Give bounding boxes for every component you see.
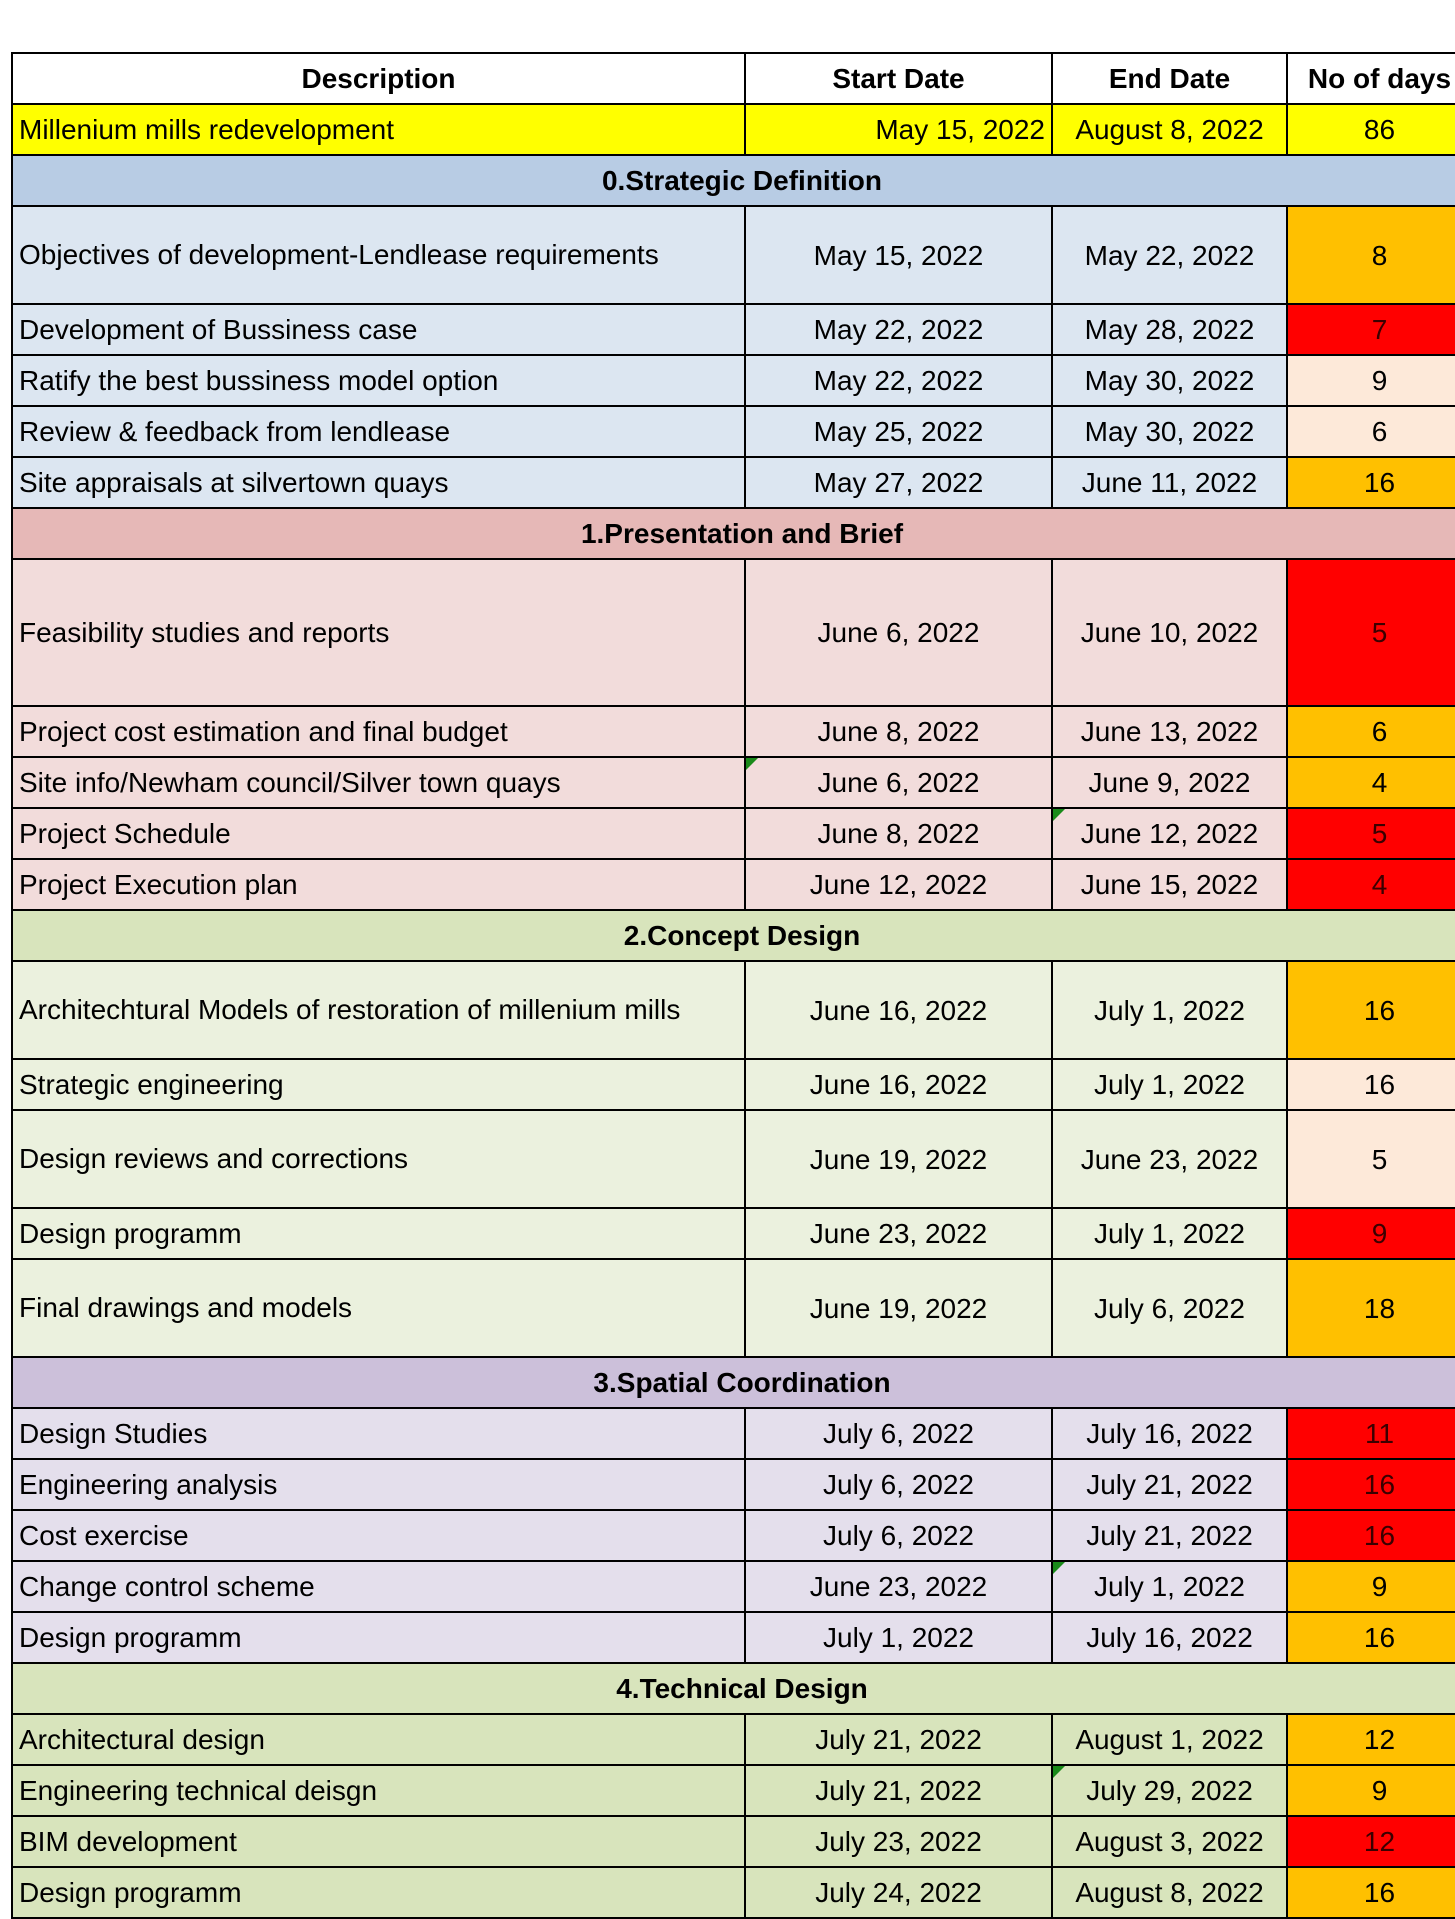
task-description[interactable]	[12, 559, 745, 706]
task-start-date[interactable]	[745, 559, 1052, 706]
task-days-text: 7	[1371, 314, 1388, 345]
project-summary-row	[12, 104, 1455, 155]
task-description[interactable]	[12, 1059, 745, 1110]
task-description[interactable]	[12, 457, 745, 508]
task-days[interactable]	[1287, 457, 1455, 508]
task-description-text: Development of Bussiness case	[19, 314, 418, 345]
task-start-date[interactable]	[745, 859, 1052, 910]
task-row	[12, 706, 1455, 757]
task-row	[12, 1459, 1455, 1510]
section-header-row	[12, 910, 1455, 961]
task-start-date[interactable]	[745, 304, 1052, 355]
task-row	[12, 757, 1455, 808]
task-days-text: 16	[1363, 467, 1396, 498]
task-days-text: 5	[1371, 818, 1388, 849]
task-end-date[interactable]	[1052, 1816, 1287, 1867]
task-end-date-text: August 8, 2022	[1075, 1877, 1264, 1908]
task-start-date-text: May 22, 2022	[813, 365, 984, 396]
task-end-date-text: June 10, 2022	[1080, 617, 1259, 648]
task-end-date-text: July 29, 2022	[1086, 1775, 1253, 1806]
task-description[interactable]	[12, 1459, 745, 1510]
task-start-date-text: May 27, 2022	[813, 467, 984, 498]
task-row	[12, 1110, 1455, 1208]
task-description[interactable]	[12, 1765, 745, 1816]
task-row	[12, 1714, 1455, 1765]
header-no-of-days[interactable]: No of days	[1287, 53, 1455, 104]
task-start-date-text: June 6, 2022	[817, 767, 980, 798]
task-end-date-text: June 12, 2022	[1080, 818, 1259, 849]
task-row	[12, 1510, 1455, 1561]
task-start-date[interactable]	[745, 1208, 1052, 1259]
task-end-date-text: May 30, 2022	[1084, 416, 1255, 447]
task-start-date[interactable]	[745, 1867, 1052, 1918]
task-end-date-text: July 1, 2022	[1094, 1069, 1245, 1100]
section-title[interactable]: 0.Strategic Definition	[12, 155, 1455, 206]
project-start-date[interactable]: May 15, 2022	[745, 104, 1052, 155]
task-description-text: BIM development	[19, 1826, 237, 1857]
task-end-date[interactable]	[1052, 559, 1287, 706]
task-description-text: Design programm	[19, 1622, 242, 1653]
section-title[interactable]: 1.Presentation and Brief	[12, 508, 1455, 559]
task-end-date-text: July 6, 2022	[1094, 1292, 1245, 1324]
task-row	[12, 1612, 1455, 1663]
task-description-text: Final drawings and models	[19, 1292, 353, 1323]
task-end-date-text: June 23, 2022	[1080, 1143, 1259, 1175]
task-end-date[interactable]	[1052, 1510, 1287, 1561]
task-days-text: 18	[1363, 1292, 1396, 1324]
task-days-text: 11	[1364, 1418, 1395, 1449]
header-row	[12, 53, 1455, 104]
task-days-text: 16	[1363, 1877, 1396, 1908]
task-start-date-text: June 19, 2022	[809, 1143, 988, 1175]
task-days[interactable]	[1287, 961, 1455, 1059]
task-row	[12, 1208, 1455, 1259]
task-end-date-text: July 16, 2022	[1086, 1418, 1253, 1449]
section-header-row	[12, 155, 1455, 206]
task-row	[12, 1816, 1455, 1867]
task-start-date[interactable]	[745, 206, 1052, 304]
project-description[interactable]: Millenium mills redevelopment	[12, 104, 745, 155]
task-start-date-text: June 19, 2022	[809, 1292, 988, 1324]
task-row	[12, 1408, 1455, 1459]
task-days[interactable]	[1287, 304, 1455, 355]
task-row	[12, 206, 1455, 304]
task-description[interactable]	[12, 808, 745, 859]
task-description-text: Architectural design	[19, 1724, 265, 1755]
task-end-date[interactable]	[1052, 457, 1287, 508]
task-description-text: Design programm	[19, 1218, 242, 1249]
task-days-text: 5	[1371, 617, 1388, 648]
task-days[interactable]	[1287, 1408, 1455, 1459]
task-start-date[interactable]	[745, 355, 1052, 406]
task-end-date-text: August 3, 2022	[1075, 1826, 1264, 1857]
task-days-text: 9	[1371, 365, 1388, 396]
task-start-date[interactable]	[745, 1408, 1052, 1459]
project-days[interactable]: 86	[1287, 104, 1455, 155]
task-description[interactable]	[12, 1816, 745, 1867]
task-end-date[interactable]	[1052, 859, 1287, 910]
task-end-date-text: May 28, 2022	[1084, 314, 1255, 345]
task-days-text: 6	[1371, 716, 1388, 747]
task-description[interactable]	[12, 406, 745, 457]
header-start-date[interactable]: Start Date	[745, 53, 1052, 104]
task-row	[12, 559, 1455, 706]
task-start-date-text: May 22, 2022	[813, 314, 984, 345]
task-days[interactable]	[1287, 1561, 1455, 1612]
task-end-date-text: July 1, 2022	[1094, 1571, 1245, 1602]
task-description-text: Feasibility studies and reports	[19, 617, 390, 648]
task-row	[12, 355, 1455, 406]
task-days[interactable]	[1287, 1059, 1455, 1110]
task-start-date-text: July 6, 2022	[823, 1469, 974, 1500]
task-row	[12, 1867, 1455, 1918]
comment-indicator-icon[interactable]	[1053, 1766, 1065, 1778]
task-description-text: Project cost estimation and final budget	[19, 716, 508, 747]
task-days[interactable]	[1287, 559, 1455, 706]
task-row	[12, 304, 1455, 355]
task-start-date-text: July 6, 2022	[823, 1418, 974, 1449]
task-end-date[interactable]	[1052, 355, 1287, 406]
section-title[interactable]: 3.Spatial Coordination	[12, 1357, 1455, 1408]
task-days[interactable]	[1287, 1459, 1455, 1510]
task-start-date-text: May 15, 2022	[813, 239, 984, 271]
task-days-text: 16	[1363, 1469, 1396, 1500]
task-end-date[interactable]	[1052, 1408, 1287, 1459]
task-row	[12, 1561, 1455, 1612]
task-end-date[interactable]	[1052, 1714, 1287, 1765]
task-days[interactable]	[1287, 206, 1455, 304]
task-description[interactable]	[12, 961, 745, 1059]
task-days[interactable]	[1287, 1110, 1455, 1208]
task-row	[12, 1765, 1455, 1816]
task-start-date-text: June 23, 2022	[809, 1571, 988, 1602]
task-end-date[interactable]	[1052, 1459, 1287, 1510]
task-start-date[interactable]	[745, 1816, 1052, 1867]
task-days[interactable]	[1287, 1714, 1455, 1765]
task-start-date[interactable]	[745, 1561, 1052, 1612]
task-row	[12, 808, 1455, 859]
task-days[interactable]	[1287, 859, 1455, 910]
task-end-date-text: June 9, 2022	[1088, 767, 1251, 798]
task-start-date-text: July 21, 2022	[815, 1775, 982, 1806]
task-start-date[interactable]	[745, 757, 1052, 808]
task-end-date-text: August 1, 2022	[1075, 1724, 1264, 1755]
task-start-date-text: June 23, 2022	[809, 1218, 988, 1249]
task-description-text: Site appraisals at silvertown quays	[19, 467, 449, 498]
task-start-date[interactable]	[745, 706, 1052, 757]
task-start-date[interactable]	[745, 406, 1052, 457]
schedule-table	[11, 52, 1455, 1919]
task-row	[12, 961, 1455, 1059]
task-end-date-text: June 13, 2022	[1080, 716, 1259, 747]
task-description[interactable]	[12, 1110, 745, 1208]
task-start-date-text: July 21, 2022	[815, 1724, 982, 1755]
comment-indicator-icon[interactable]	[746, 758, 758, 770]
task-end-date[interactable]	[1052, 961, 1287, 1059]
task-days-text: 9	[1371, 1775, 1388, 1806]
task-description[interactable]	[12, 1208, 745, 1259]
task-description-text: Design programm	[19, 1877, 242, 1908]
task-start-date-text: June 16, 2022	[809, 1069, 988, 1100]
task-start-date-text: May 25, 2022	[813, 416, 984, 447]
task-days[interactable]	[1287, 406, 1455, 457]
task-end-date[interactable]	[1052, 1110, 1287, 1208]
task-start-date-text: June 8, 2022	[817, 716, 980, 747]
task-description[interactable]	[12, 304, 745, 355]
task-row	[12, 1259, 1455, 1357]
task-description[interactable]	[12, 859, 745, 910]
task-start-date[interactable]	[745, 1714, 1052, 1765]
task-days-text: 9	[1371, 1218, 1388, 1249]
task-description-text: Project Execution plan	[19, 869, 298, 900]
task-end-date[interactable]	[1052, 1059, 1287, 1110]
task-days[interactable]	[1287, 355, 1455, 406]
task-days-text: 16	[1363, 994, 1396, 1026]
task-start-date-text: June 16, 2022	[809, 994, 988, 1026]
task-days-text: 16	[1363, 1520, 1396, 1551]
header-description[interactable]: Description	[12, 53, 745, 104]
task-description[interactable]	[12, 1612, 745, 1663]
task-days-text: 12	[1363, 1826, 1396, 1857]
task-description-text: Objectives of development-Lendlease requirements	[19, 239, 659, 270]
task-description-text: Architechtural Models of restoration of millenium mills	[19, 994, 681, 1025]
task-end-date[interactable]	[1052, 206, 1287, 304]
task-description[interactable]	[12, 1714, 745, 1765]
task-description[interactable]	[12, 1510, 745, 1561]
task-start-date[interactable]	[745, 1059, 1052, 1110]
task-description-text: Engineering analysis	[19, 1469, 278, 1500]
task-description-text: Strategic engineering	[19, 1069, 284, 1100]
task-start-date-text: July 1, 2022	[823, 1622, 974, 1653]
task-days-text: 16	[1363, 1622, 1396, 1653]
task-end-date-text: May 22, 2022	[1084, 239, 1255, 271]
task-end-date[interactable]	[1052, 406, 1287, 457]
task-days-text: 4	[1371, 869, 1388, 900]
task-description-text: Cost exercise	[19, 1520, 189, 1551]
task-end-date[interactable]	[1052, 304, 1287, 355]
task-end-date-text: July 1, 2022	[1094, 1218, 1245, 1249]
task-days[interactable]	[1287, 1208, 1455, 1259]
comment-indicator-icon[interactable]	[1053, 1562, 1065, 1574]
task-days-text: 9	[1371, 1571, 1388, 1602]
task-start-date-text: July 6, 2022	[823, 1520, 974, 1551]
task-days[interactable]	[1287, 757, 1455, 808]
task-description[interactable]	[12, 706, 745, 757]
task-end-date[interactable]	[1052, 1259, 1287, 1357]
task-start-date[interactable]	[745, 1510, 1052, 1561]
task-end-date[interactable]	[1052, 1208, 1287, 1259]
task-end-date-text: July 1, 2022	[1094, 994, 1245, 1026]
task-start-date[interactable]	[745, 808, 1052, 859]
schedule-sheet	[11, 52, 1455, 1919]
task-description[interactable]	[12, 1408, 745, 1459]
task-start-date[interactable]	[745, 961, 1052, 1059]
task-start-date-text: July 23, 2022	[815, 1826, 982, 1857]
task-end-date-text: July 21, 2022	[1086, 1469, 1253, 1500]
task-row	[12, 406, 1455, 457]
task-end-date[interactable]	[1052, 1867, 1287, 1918]
task-end-date-text: June 11, 2022	[1081, 467, 1258, 498]
task-end-date[interactable]	[1052, 808, 1287, 859]
task-row	[12, 859, 1455, 910]
task-days-text: 6	[1371, 416, 1388, 447]
task-days[interactable]	[1287, 1612, 1455, 1663]
task-days[interactable]	[1287, 1765, 1455, 1816]
task-start-date[interactable]	[745, 1765, 1052, 1816]
comment-indicator-icon[interactable]	[1053, 809, 1065, 821]
task-description[interactable]	[12, 1561, 745, 1612]
task-days[interactable]	[1287, 1510, 1455, 1561]
task-description[interactable]	[12, 1259, 745, 1357]
task-end-date[interactable]	[1052, 706, 1287, 757]
task-description-text: Review & feedback from lendlease	[19, 416, 451, 447]
task-start-date[interactable]	[745, 1612, 1052, 1663]
task-days-text: 4	[1371, 767, 1388, 798]
section-header-row	[12, 1357, 1455, 1408]
task-end-date[interactable]	[1052, 1612, 1287, 1663]
task-end-date[interactable]	[1052, 1765, 1287, 1816]
section-title[interactable]: 4.Technical Design	[12, 1663, 1455, 1714]
task-description[interactable]	[12, 757, 745, 808]
task-description[interactable]	[12, 1867, 745, 1918]
task-start-date[interactable]	[745, 1459, 1052, 1510]
header-end-date[interactable]: End Date	[1052, 53, 1287, 104]
task-start-date-text: June 8, 2022	[817, 818, 980, 849]
task-start-date[interactable]	[745, 1110, 1052, 1208]
task-end-date-text: June 15, 2022	[1080, 869, 1259, 900]
task-days[interactable]	[1287, 1867, 1455, 1918]
task-end-date[interactable]	[1052, 1561, 1287, 1612]
task-days[interactable]	[1287, 1259, 1455, 1357]
task-days[interactable]	[1287, 706, 1455, 757]
task-end-date-text: July 16, 2022	[1086, 1622, 1253, 1653]
section-header-row	[12, 508, 1455, 559]
task-start-date-text: July 24, 2022	[815, 1877, 982, 1908]
section-title[interactable]: 2.Concept Design	[12, 910, 1455, 961]
task-row	[12, 457, 1455, 508]
section-header-row	[12, 1663, 1455, 1714]
task-description-text: Engineering technical deisgn	[19, 1775, 378, 1806]
task-description-text: Site info/Newham council/Silver town quays	[19, 767, 561, 798]
task-days-text: 12	[1363, 1724, 1396, 1755]
task-days-text: 8	[1371, 239, 1388, 271]
task-description-text: Ratify the best bussiness model option	[19, 365, 499, 396]
task-days-text: 5	[1371, 1143, 1388, 1175]
task-end-date-text: May 30, 2022	[1084, 365, 1255, 396]
task-start-date[interactable]	[745, 457, 1052, 508]
task-description-text: Change control scheme	[19, 1571, 315, 1602]
task-start-date-text: June 6, 2022	[817, 617, 980, 648]
task-start-date-text: June 12, 2022	[809, 869, 988, 900]
task-row	[12, 1059, 1455, 1110]
task-description-text: Design Studies	[19, 1418, 208, 1449]
task-end-date[interactable]	[1052, 757, 1287, 808]
task-days[interactable]	[1287, 808, 1455, 859]
task-end-date-text: July 21, 2022	[1086, 1520, 1253, 1551]
project-end-date[interactable]: August 8, 2022	[1052, 104, 1287, 155]
task-days[interactable]	[1287, 1816, 1455, 1867]
task-description-text: Design reviews and corrections	[19, 1143, 409, 1174]
task-description[interactable]	[12, 206, 745, 304]
task-start-date[interactable]	[745, 1259, 1052, 1357]
task-description-text: Project Schedule	[19, 818, 231, 849]
task-days-text: 16	[1363, 1069, 1396, 1100]
task-description[interactable]	[12, 355, 745, 406]
